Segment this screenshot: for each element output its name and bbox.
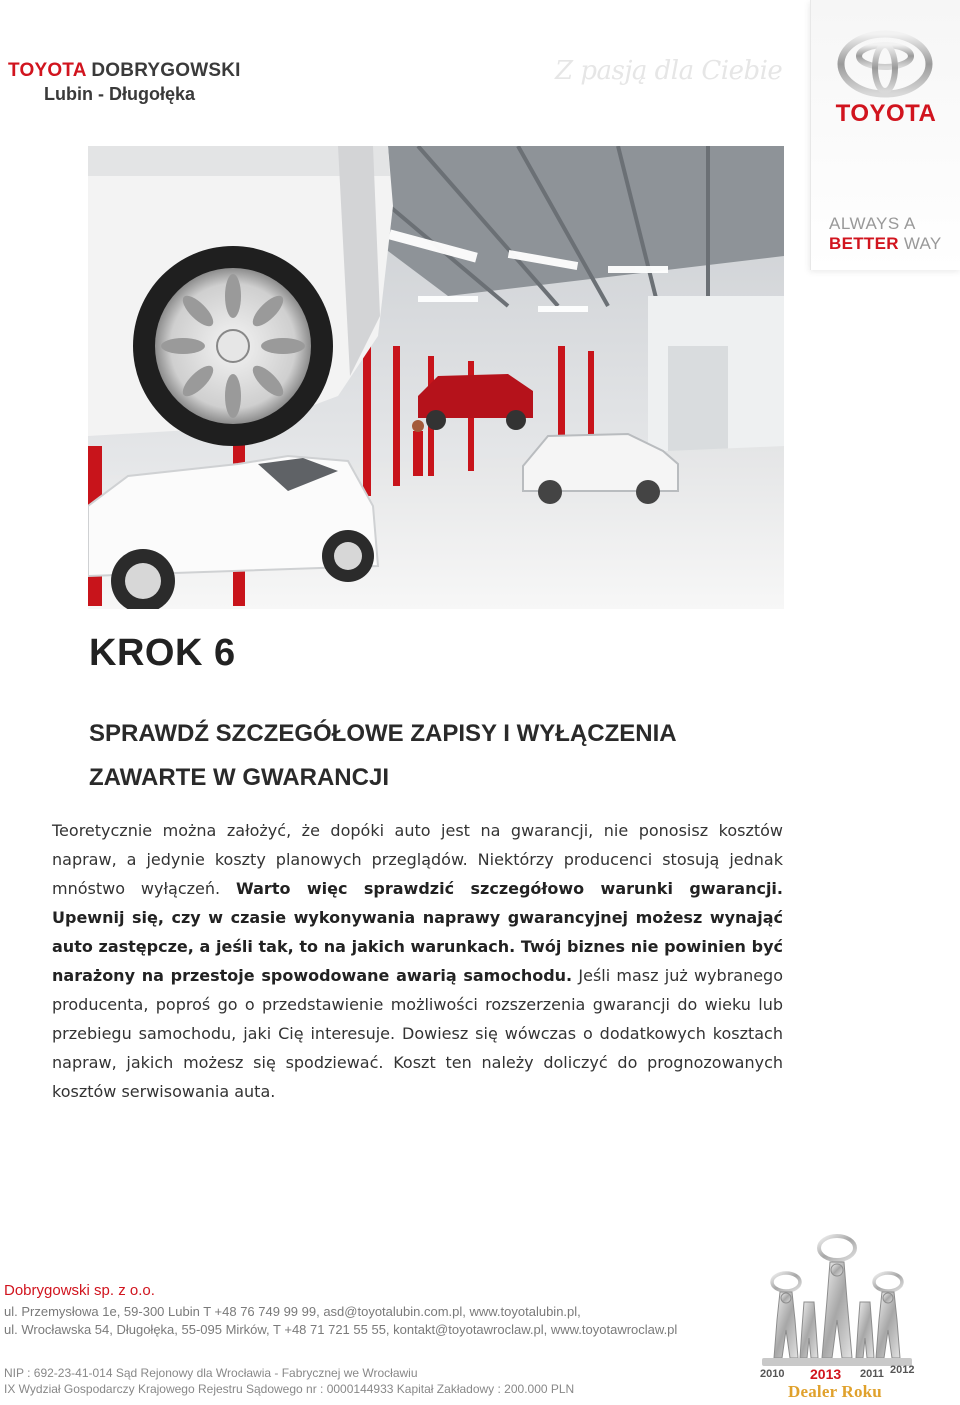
tagline-better: BETTER <box>829 234 899 253</box>
tagline-way: WAY <box>903 234 942 253</box>
award-year-2010: 2010 <box>760 1368 785 1380</box>
dealer-name: DOBRYGOWSKI <box>91 60 241 81</box>
body-text-closing: Jeśli masz już wybranego producenta, poproś go o przedstawienie możliwości rozszerzenia gwarancji do wieku lub przebiegu samochodu, jaki Cię interesuje. Dowiesz się wówczas o dodatkowych kosztach napraw, jakich możesz się spodziewać. Koszt ten należy doliczyć do prognozowanych kosztów serwisowania auta. <box>52 966 784 1101</box>
body-text-highlight: Warto więc sprawdzić szczegółowo warunki gwarancji. Upewnij się, czy w czasie wykonywania naprawy gwarancyjnej możesz wynająć auto zastępcze, a jeśli tak, to na jakich warunkach. Twój biznes nie powinien być narażony na przestoje spowodowane awarią samochodu. <box>52 879 783 985</box>
footer-address-dlugoleka: ul. Wrocławska 54, Długołęka, 55-095 Mirków, T +48 71 721 55 55, kontakt@toyotawroclaw.pl, www.toyotawroclaw.pl <box>4 1322 678 1337</box>
step-title: KROK 6 <box>89 632 236 674</box>
brand-tagline-line1: ALWAYS A <box>829 214 916 233</box>
dealer-award-trophy-icon <box>752 1230 922 1370</box>
workshop-photo <box>88 146 784 609</box>
award-year-2013: 2013 <box>810 1366 842 1382</box>
dealer-name-brand: TOYOTA <box>8 60 86 81</box>
dealer-location: Lubin - Długołęka <box>44 84 195 104</box>
body-paragraph <box>52 816 783 1106</box>
section-title <box>89 712 789 800</box>
toyota-brand-panel <box>810 0 960 270</box>
slogan: Z pasją dla Ciebie <box>555 56 783 86</box>
toyota-emblem-icon <box>837 30 933 98</box>
brand-tagline-line2 <box>829 234 942 254</box>
footer-company-name: Dobrygowski sp. z o.o. <box>4 1282 155 1299</box>
section-title-line2: ZAWARTE W GWARANCJI <box>89 764 389 791</box>
toyota-wordmark: TOYOTA <box>835 100 937 127</box>
award-label: Dealer Roku <box>788 1382 882 1401</box>
award-year-2011: 2011 <box>860 1368 884 1380</box>
footer-legal-krs: IX Wydział Gospodarczy Krajowego Rejestru Sądowego nr : 0000144933 Kapitał Zakładowy : 200.000 PLN <box>4 1382 575 1396</box>
section-title-line1: SPRAWDŹ SZCZEGÓŁOWE ZAPISY I WYŁĄCZENIA <box>89 720 677 747</box>
body-text-intro: Teoretycznie można założyć, że dopóki auto jest na gwarancji, nie ponosisz kosztów napraw, a jedynie koszty planowych przeglądów. Niektórzy producenci stosują jednak mnóstwo wyłączeń. <box>52 821 783 898</box>
award-year-2012: 2012 <box>890 1364 915 1376</box>
dealer-logo <box>8 60 268 106</box>
footer-address-lubin: ul. Przemysłowa 1e, 59-300 Lubin T +48 76 749 99 99, asd@toyotalubin.com.pl, www.toyotalubin.pl, <box>4 1304 581 1319</box>
footer-legal-nip: NIP : 692-23-41-014 Sąd Rejonowy dla Wrocławia - Fabrycznej we Wrocławiu <box>4 1366 418 1380</box>
dealer-award-badge <box>752 1230 922 1405</box>
